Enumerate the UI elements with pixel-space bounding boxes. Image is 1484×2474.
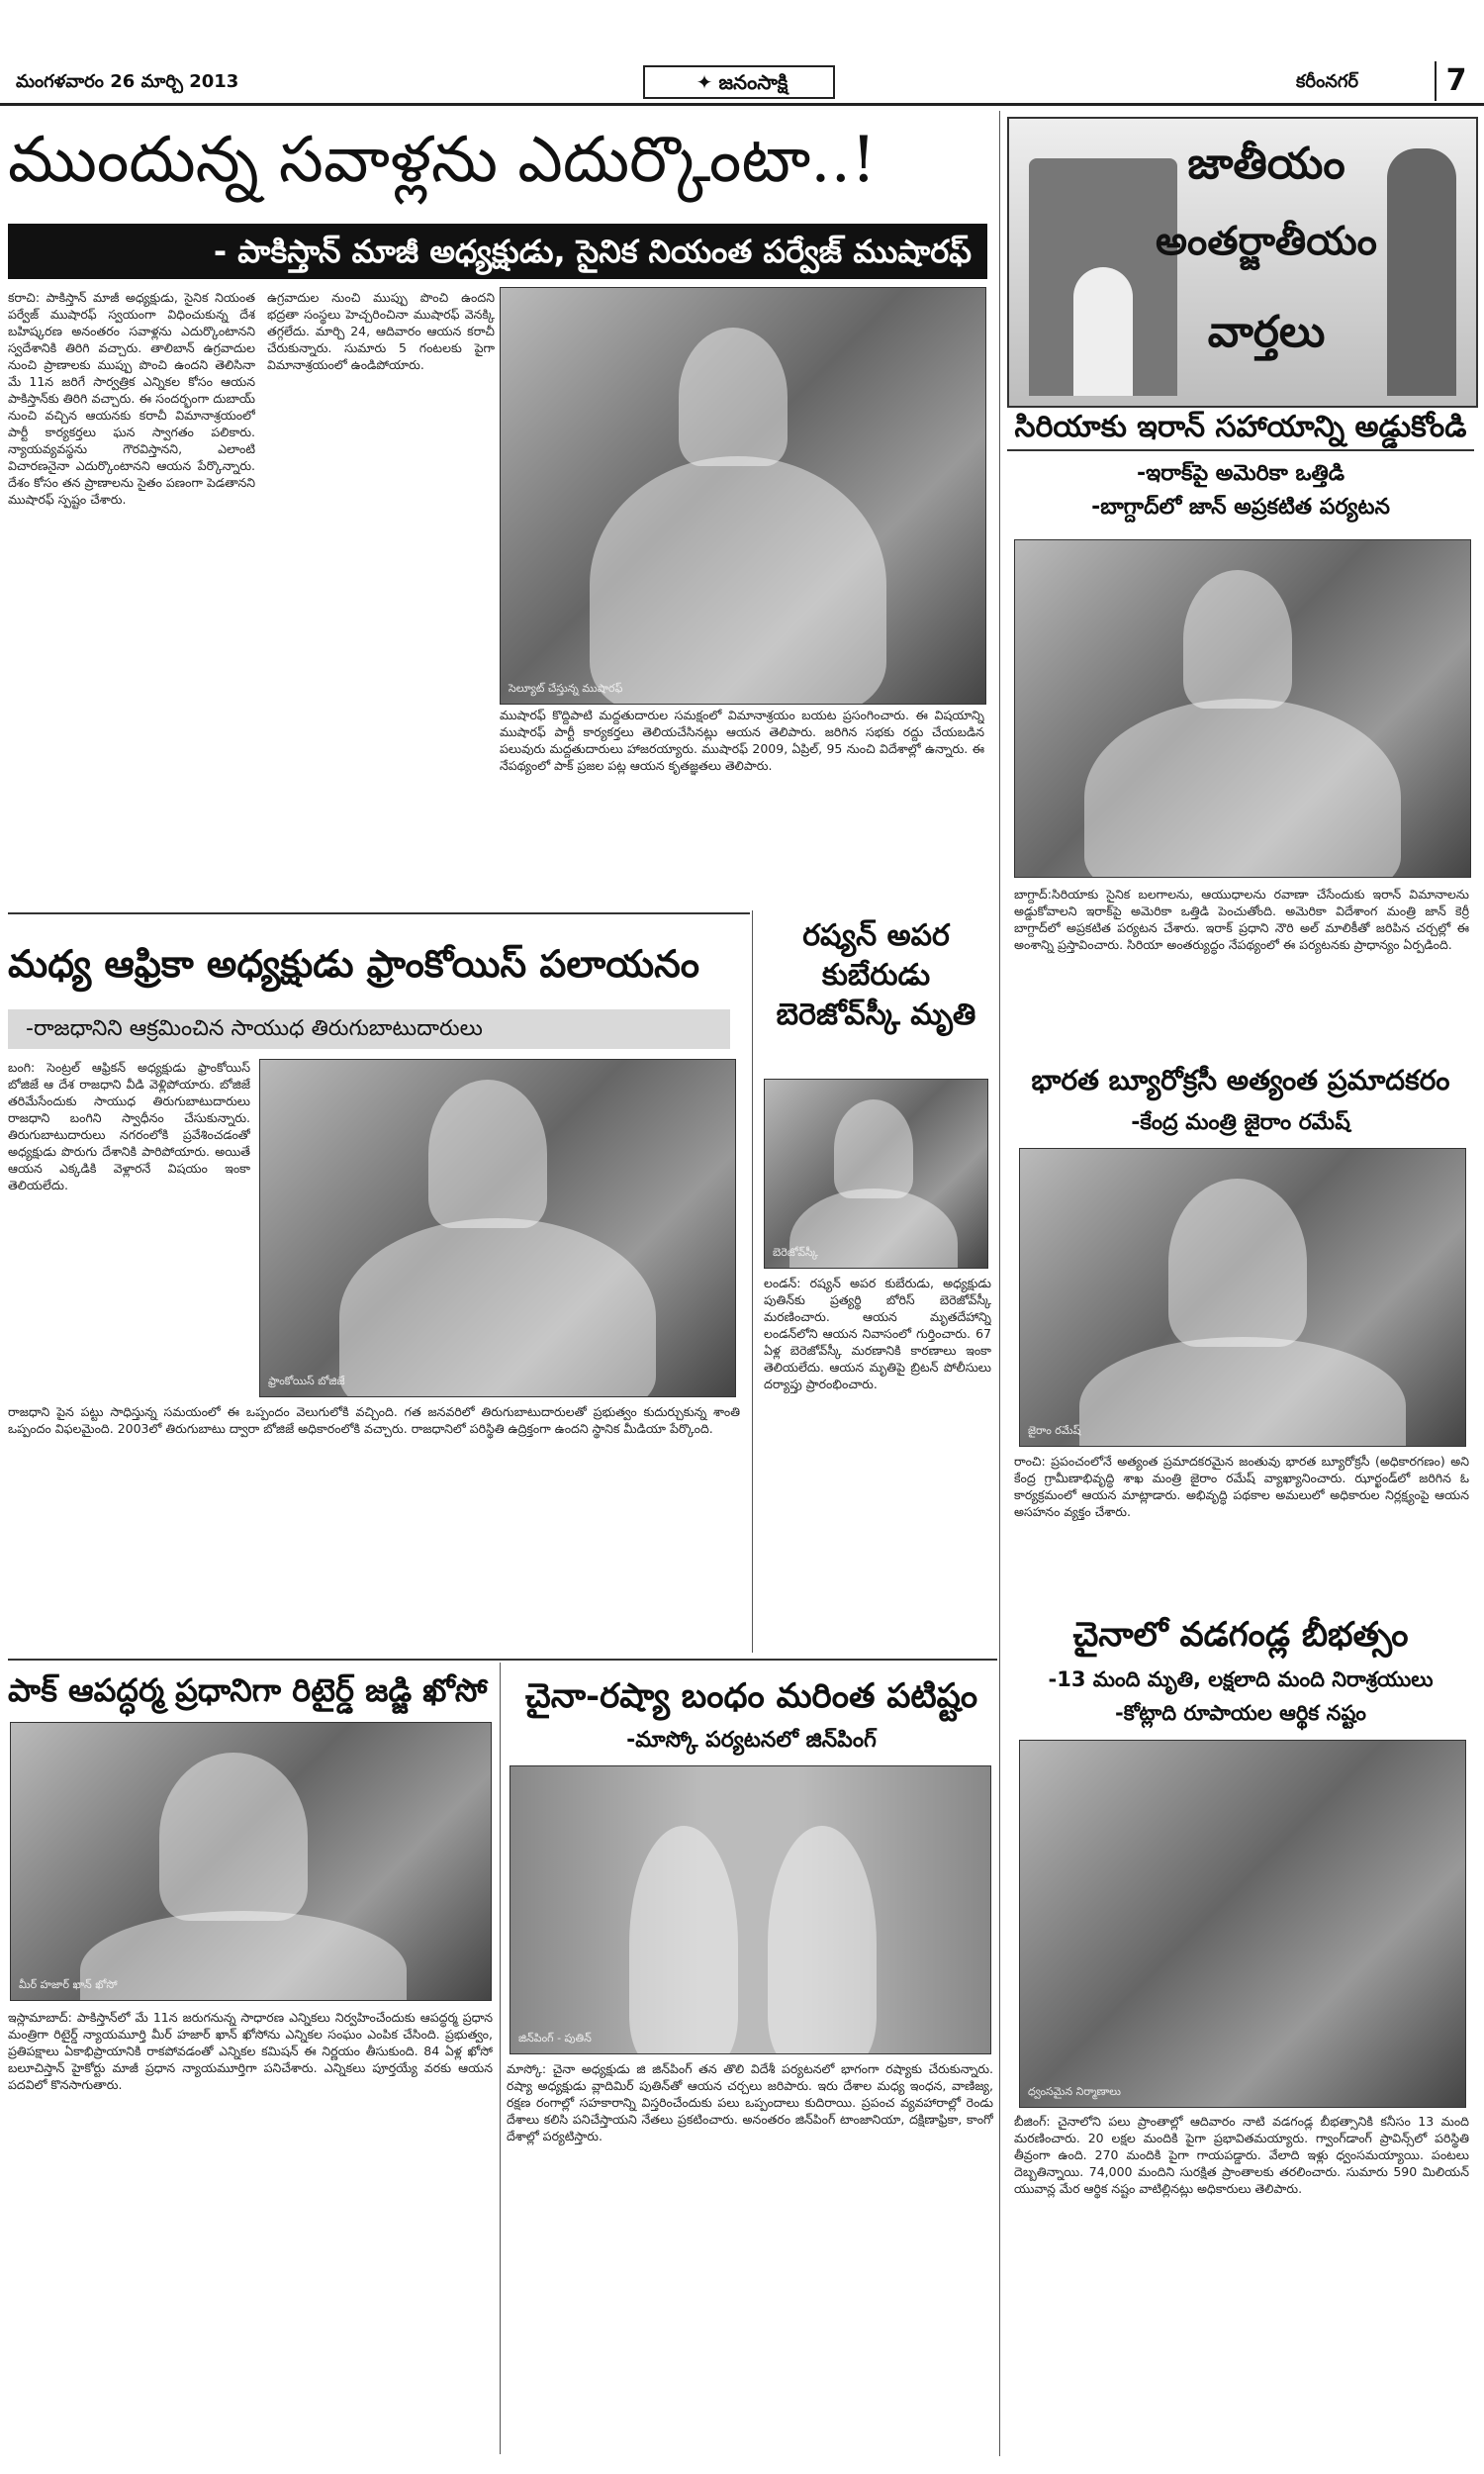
box-line-news: వార్తలు [1207, 307, 1326, 357]
syria-sub1: -ఇరాక్‌పై అమెరికా ఒత్తిడి [1136, 461, 1345, 486]
musharraf-subheadline: - పాకిస్తాన్ మాజీ అధ్యక్షుడు, సైనిక నియంత పర్వేజ్ ముషారఫ్ [8, 224, 987, 279]
lower-rule [8, 1659, 997, 1661]
bozize-photo [259, 1059, 736, 1397]
china-storm-headline: చైనాలో వడగండ్ల బీభత్సం [1072, 1615, 1409, 1655]
jairam-figure-body [1079, 1337, 1406, 1447]
xi-putin-photo [510, 1765, 991, 2054]
bureaucracy-body: రాంచి: ప్రపంచంలోనే అత్యంత ప్రమాదకరమైన జంతువు భారత బ్యూరోక్రసీ (అధికారగణం) అని కేంద్ర గ్రామీణాభివృద్ధి శాఖ మంత్రి జైరాం రమేష్ వ్యాఖ్యానించారు. ఝార్ఖండ్‌లో జరిగిన ఓ కార్యక్రమంలో ఆయన మాట్లాడారు. అభివృద్ధి పథకాల అమలులో అధికారుల నిర్లక్ష్యంపై ఆయన అసహనం వ్యక్తం చేశారు. [1014, 1454, 1469, 1519]
africa-top-rule [8, 912, 750, 914]
box-line-national: జాతీయం [1187, 139, 1345, 189]
china-storm-sub1: -13 మంది మృతి, లక్షలాది మంది నిరాశ్రయులు [1048, 1667, 1434, 1691]
bozize-figure-body [339, 1218, 656, 1397]
khoso-body: ఇస్లామాబాద్: పాకిస్తాన్‌లో మే 11న జరుగనున్న సాధారణ ఎన్నికలు నిర్వహించేందుకు ఆపద్ధర్మ ప్రధాన మంత్రిగా రిటైర్డ్ న్యాయమూర్తి మీర్ హజార్ ఖాన్ ఖోసోను ఎన్నికల సంఘం ఎంపిక చేసింది. ప్రభుత్వం, ప్రతిపక్షాలు ఏకాభిప్రాయానికి రాకపోవడంతో ఎన్నికల కమిషన్ ఈ నిర్ణయం తీసుకుంది. 84 ఏళ్ల ఖోసో బలూచిస్తాన్ హైకోర్టు మాజీ ప్రధాన న్యాయమూర్తిగా పనిచేశారు. ఎన్నికలు పూర్తయ్యే వరకు ఆయన పదవిలో కొనసాగుతారు. [8, 2010, 493, 2092]
africa-body-left: బంగి: సెంట్రల్ ఆఫ్రికన్ అధ్యక్షుడు ఫ్రాంకోయిస్ బోజిజే ఆ దేశ రాజధాని వీడి వెళ్లిపోయారు. బోజిజే తరిమేసేందుకు సాయుధ తిరుగుబాటుదారులు రాజధాని బంగిని స్వాధీనం చేసుకున్నారు. తిరుగుబాటుదారులు నగరంలోకి ప్రవేశించడంతో అధ్యక్షుడు పొరుగు దేశానికి పారిపోయారు. అయితే ఆయన ఎక్కడికి వెళ్లారనే విషయం ఇంకా తెలియలేదు. [8, 1060, 250, 1192]
kerry-photo [1014, 539, 1471, 878]
syria-sub2: -బాగ్దాద్‌లో జాన్ అప్రకటిత పర్యటన [1091, 495, 1390, 520]
musharraf-headline: ముందున్న సవాళ్లను ఎదుర్కొంటా..! [8, 124, 877, 197]
issue-date: మంగళవారం 26 మార్చి 2013 [16, 71, 239, 92]
xi-figure [629, 1826, 738, 2054]
khoso-photo [10, 1722, 492, 2001]
edition-city: కరీంనగర్ [1296, 71, 1358, 92]
berezovsky-photo-caption: బెరెజోవ్‌స్కీ [773, 1246, 818, 1259]
jairam-figure-head [1168, 1179, 1307, 1347]
russia-body: లండన్: రష్యన్ అపర కుబేరుడు, అధ్యక్షుడు పుతిన్‌కు ప్రత్యర్థి బోరిస్ బెరెజోవ్‌స్కీ మరణించారు. ఆయన మృతదేహాన్ని లండన్‌లోని ఆయన నివాసంలో గుర్తించారు. 67 ఏళ్ల బెరెజోవ్‌స్కీ మరణానికి కారణాలు ఇంకా తెలియలేదు. ఆయన మృతిపై బ్రిటన్ పోలీసులు దర్యాప్తు ప్రారంభించారు. [764, 1276, 991, 1391]
africa-subheadline: -రాజధానిని ఆక్రమించిన సాయుధ తిరుగుబాటుదారులు [8, 1009, 730, 1049]
china-storm-body: బీజింగ్: చైనాలోని పలు ప్రాంతాల్లో ఆదివారం నాటి వడగండ్ల బీభత్సానికి కనీసం 13 మంది మరణించారు. 20 లక్షల మందికి పైగా ప్రభావితమయ్యారు. గ్వాంగ్‌డాంగ్ ప్రావిన్స్‌లో పరిస్థితి తీవ్రంగా ఉంది. 270 మందికి పైగా గాయపడ్డారు. వేలాది ఇళ్లు ధ్వంసమయ్యాయి. పంటలు దెబ్బతిన్నాయి. 74,000 మందిని సురక్షిత ప్రాంతాలకు తరలించారు. సుమారు 590 మిలియన్ యువాన్ల మేర ఆర్థిక నష్టం వాటిల్లినట్లు అధికారులు తెలిపారు. [1014, 2114, 1469, 2196]
bozize-figure-head [428, 1080, 547, 1228]
russia-headline: రష్యన్ అపర కుబేరుడు బెరెజోవ్‌స్కీ మృతి [776, 918, 976, 1032]
khoso-headline: పాక్ ఆపద్ధర్మ ప్రధానిగా రిటైర్డ్ జడ్జి ఖోసో [8, 1671, 488, 1709]
musharraf-photo-caption: సెల్యూట్ చేస్తున్న ముషారఫ్ [509, 682, 623, 695]
syria-rule [1007, 449, 1474, 451]
china-russia-body: మాస్కో: చైనా అధ్యక్షుడు జి జిన్‌పింగ్ తన తొలి విదేశీ పర్యటనలో భాగంగా రష్యాకు చేరుకున్నారు. రష్యా అధ్యక్షుడు వ్లాదిమిర్ పుతిన్‌తో ఆయన చర్చలు జరిపారు. ఇరు దేశాల మధ్య ఇంధన, వాణిజ్య, రక్షణ రంగాల్లో సహకారాన్ని విస్తరించేందుకు పలు ఒప్పందాలు కుదిరాయి. ప్రపంచ వ్యవహారాల్లో రెండు దేశాలు కలిసి పనిచేస్తాయని నేతలు ప్రకటించారు. అనంతరం జిన్‌పింగ్ టాంజానియా, దక్షిణాఫ్రికా, కాంగో దేశాల్లో పర్యటిస్తారు. [507, 2061, 993, 2143]
china-russia-subheadline: -మాస్కో పర్యటనలో జిన్‌పింగ్ [626, 1728, 877, 1753]
national-international-box [1007, 117, 1478, 408]
logo-text: జనంసాక్షి [718, 70, 788, 94]
jairam-photo [1019, 1148, 1466, 1447]
musharraf-body-left: కరాచి: పాకిస్తాన్ మాజీ అధ్యక్షుడు, సైనిక నియంత పర్వేజ్ ముషారఫ్ స్వయంగా విధించుకున్న దేశ బహిష్కరణ అనంతరం సవాళ్లను ఎదుర్కొంటానని స్వదేశానికి తిరిగి వచ్చారు. తాలిబాన్ ఉగ్రవాదుల నుంచి ప్రాణాలకు ముప్పు పొంచి ఉందని తెలిసినా మే 11న జరిగే సార్వత్రిక ఎన్నికల కోసం ఆయన పాకిస్తాన్‌కు తిరిగి వచ్చారు. ఈ సందర్భంగా దుబాయ్ నుంచి వచ్చిన ఆయనకు కరాచీ విమానాశ్రయంలో పార్టీ కార్యకర్తలు ఘన స్వాగతం పలికారు. న్యాయవ్యవస్థను గౌరవిస్తానని, ఎలాంటి విచారణనైనా ఎదుర్కొంటానని ఆయన పేర్కొన్నారు. దేశం కోసం తన ప్రాణాలను సైతం పణంగా పెడతానని ముషారఫ్ స్పష్టం చేశారు. [8, 290, 255, 507]
musharraf-body-mid: ఉగ్రవాదుల నుంచి ముప్పు పొంచి ఉందని భద్రతా సంస్థలు హెచ్చరించినా ముషారఫ్ వెనక్కి తగ్గలేదు. మార్చి 24, ఆదివారం ఆయన కరాచీ చేరుకున్నారు. సుమారు 5 గంటలకు పైగా విమానాశ్రయంలో ఉండిపోయారు. [267, 290, 495, 372]
china-storm-sub2: -కోట్లాది రూపాయల ఆర్థిక నష్టం [1115, 1701, 1366, 1725]
berezovsky-photo [764, 1079, 988, 1269]
musharraf-photo [500, 287, 986, 705]
page-number: 7 [1435, 61, 1476, 101]
putin-figure [768, 1826, 877, 2054]
africa-headline: మధ్య ఆఫ్రికా అధ్యక్షుడు ఫ్రాంకోయిస్ పలాయనం [8, 941, 700, 986]
storm-photo-caption: ధ్వంసమైన నిర్మాణాలు [1028, 2085, 1121, 2098]
musharraf-body-bottom: ముషారఫ్ కొద్దిపాటి మద్దతుదారుల సమక్షంలో విమానాశ్రయం బయట ప్రసంగించారు. ఈ విషయాన్ని ముషారఫ్ పార్టీ కార్యకర్తలు తెలియచేసినట్లు ఆయన తెలిపారు. జరిగిన సభకు రద్దు చేయబడిన పలువురు మద్దతుదారులు హాజరయ్యారు. ముషారఫ్ 2009, ఏప్రిల్, 95 నుంచి విదేశాల్లో ఉన్నారు. ఈ నేపథ్యంలో పాక్ ప్రజల పట్ల ఆయన కృతజ్ఞతలు తెలిపారు. [500, 708, 984, 773]
kerry-figure-head [1183, 570, 1292, 709]
bureaucracy-subheadline: -కేంద్ర మంత్రి జైరాం రమేష్ [1131, 1110, 1350, 1135]
box-line-international: అంతర్జాతీయం [1156, 218, 1377, 264]
bozize-photo-caption: ఫ్రాంకోయిస్ బోజిజే [268, 1375, 345, 1387]
musharraf-figure-head [679, 328, 788, 466]
russia-divider [752, 910, 753, 1653]
xi-putin-photo-caption: జిన్‌పింగ్ - పుతిన్ [518, 2032, 592, 2045]
khoso-photo-caption: మీర్ హజార్ ఖాన్ ఖోసో [19, 1978, 118, 1991]
column-divider [999, 111, 1000, 2456]
syria-body: బాగ్దాద్:సిరియాకు సైనిక బలగాలను, ఆయుధాలను రవాణా చేసేందుకు ఇరాన్ విమానాలను అడ్డుకోవాలని ఇరాక్‌పై అమెరికా ఒత్తిడి పెంచుతోంది. అమెరికా విదేశాంగ మంత్రి జాన్ కెర్రీ బాగ్దాద్‌లో అప్రకటిత పర్యటన చేశారు. ఇరాక్ ప్రధాని నౌరి అల్ మాలికీతో జరిపిన చర్చల్లో ఈ అంశాన్ని ప్రస్తావించారు. సిరియా అంతర్యుద్ధం నేపథ్యంలో ఈ పర్యటనకు ప్రాధాన్యం ఏర్పడింది. [1014, 887, 1469, 952]
kerry-figure-body [1084, 699, 1401, 878]
header-rule [0, 103, 1484, 106]
storm-photo [1019, 1740, 1466, 2108]
china-russia-divider [500, 1663, 501, 2454]
berezovsky-figure-head [834, 1099, 913, 1198]
khoso-figure-head [159, 1753, 308, 1921]
bureaucracy-headline: భారత బ్యూరోక్రసీ అత్యంత ప్రమాదకరం [1031, 1064, 1450, 1096]
syria-headline: సిరియాకు ఇరాన్ సహాయాన్ని అడ్డుకోండి [1014, 410, 1467, 444]
logo-icon: ✦ [696, 70, 713, 94]
china-russia-headline: చైనా-రష్యా బంధం మరింత పటిష్టం [524, 1676, 978, 1716]
khoso-figure-body [80, 1911, 407, 2001]
statue-of-liberty-icon [1387, 148, 1456, 396]
musharraf-figure-body [590, 456, 886, 705]
jairam-photo-caption: జైరాం రమేష్ [1028, 1424, 1081, 1437]
newspaper-logo [643, 65, 835, 99]
africa-body-bottom: రాజధాని పైన పట్టు సాధిస్తున్న సమయంలో ఈ ఒప్పందం వెలుగులోకి వచ్చింది. గత జనవరిలో తిరుగుబాటుదారులతో ప్రభుత్వం కుదుర్చుకున్న శాంతి ఒప్పందం విఫలమైంది. 2003లో తిరుగుబాటు ద్వారా బోజిజే అధికారంలోకి వచ్చారు. రాజధానిలో పరిస్థితి ఉద్రిక్తంగా ఉందని స్థానిక మీడియా పేర్కొంది. [8, 1404, 740, 1436]
